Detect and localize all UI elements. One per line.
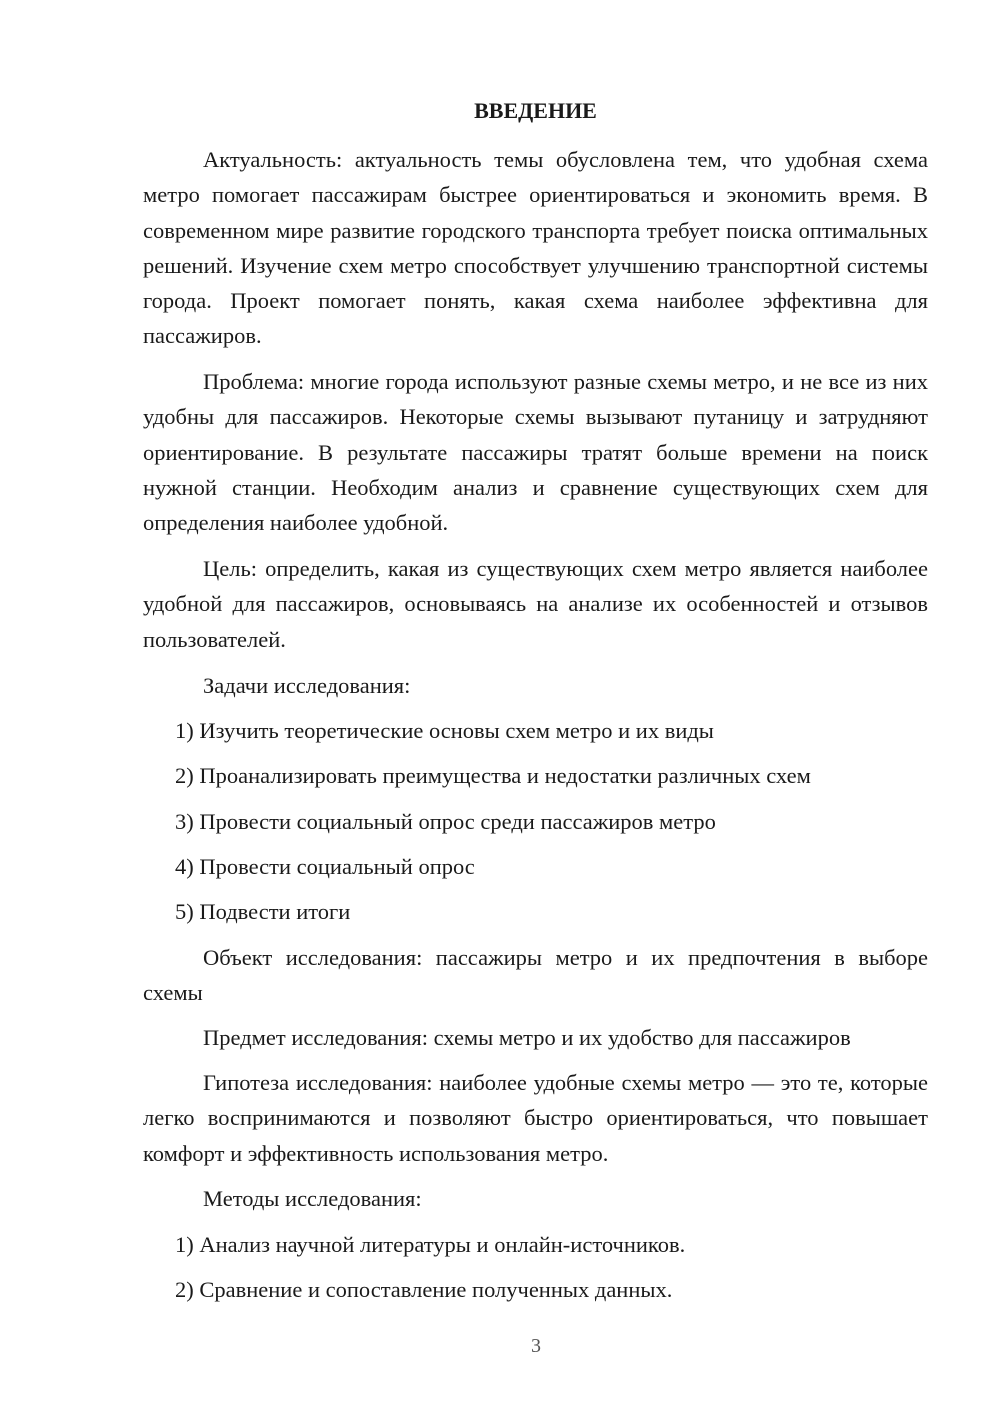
task-item: 2) Проанализировать преимущества и недостатки различных схем <box>175 763 811 788</box>
tasks-heading: Задачи исследования: <box>203 673 411 698</box>
task-item: 4) Провести социальный опрос <box>175 854 475 879</box>
method-item: 2) Сравнение и сопоставление полученных данных. <box>175 1277 673 1302</box>
hypothesis-paragraph: Гипотеза исследования: наиболее удобные схемы метро — это те, которые легко воспринимаются и позволяют быстро ориентироваться, что повышает комфорт и эффективность использования метро. <box>143 1070 928 1166</box>
task-item: 5) Подвести итоги <box>175 899 351 924</box>
goal-paragraph: Цель: определить, какая из существующих схем метро является наиболее удобной для пассажиров, основываясь на анализе их особенностей и отзывов пользователей. <box>143 556 928 652</box>
page-number: 3 <box>531 1335 541 1357</box>
task-item: 1) Изучить теоретические основы схем метро и их виды <box>175 718 714 743</box>
relevance-paragraph: Актуальность: актуальность темы обусловлена тем, что удобная схема метро помогает пассажирам быстрее ориентироваться и экономить время. В современном мире развитие городского транспорта требует поиска оптимальных решений. Изучение схем метро способствует улучшению транспортной системы города. Проект помогает понять, какая схема наиболее эффективна для пассажиров. <box>143 147 928 349</box>
subject-paragraph: Предмет исследования: схемы метро и их удобство для пассажиров <box>203 1025 851 1050</box>
methods-heading: Методы исследования: <box>203 1186 422 1211</box>
method-item: 1) Анализ научной литературы и онлайн-источников. <box>175 1232 686 1257</box>
task-item: 3) Провести социальный опрос среди пассажиров метро <box>175 809 716 834</box>
problem-paragraph: Проблема: многие города используют разные схемы метро, и не все из них удобны для пассажиров. Некоторые схемы вызывают путаницу и затрудняют ориентирование. В результате пассажиры тратят больше времени на поиск нужной станции. Необходим анализ и сравнение существующих схем для определения наиболее удобной. <box>143 369 928 536</box>
section-title: ВВЕДЕНИЕ <box>474 98 597 123</box>
object-paragraph: Объект исследования: пассажиры метро и их предпочтения в выборе схемы <box>143 945 928 1006</box>
